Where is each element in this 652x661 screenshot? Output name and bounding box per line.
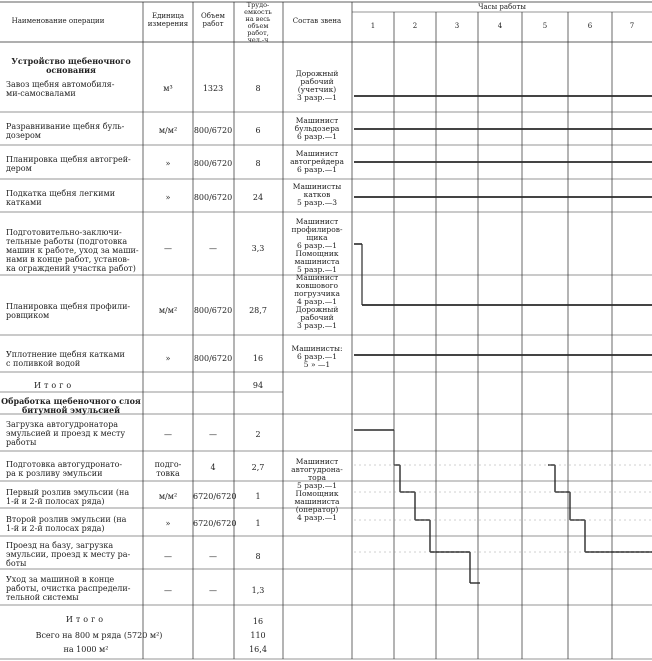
- unit-cell: —: [164, 552, 172, 561]
- hour-label-5: 5: [542, 22, 548, 30]
- section2-title: Обработка щебеночного слоя битумной эмульсией: [1, 396, 141, 415]
- labor-cell: 8: [255, 84, 261, 93]
- labor-cell: 1: [255, 519, 261, 528]
- volume-cell: 800/6720: [193, 126, 233, 135]
- labor-cell: 1,3: [251, 586, 265, 595]
- operation-name: Подкатка щебня легкими катками: [6, 189, 116, 207]
- unit-cell: »: [165, 159, 171, 168]
- unit-cell: »: [165, 354, 171, 363]
- unit-cell: »: [165, 193, 171, 202]
- volume-cell: 800/6720: [193, 354, 233, 363]
- labor-cell: 24: [252, 193, 264, 202]
- header-crew: Состав звена: [292, 17, 342, 25]
- crew-cell: Машинист бульдозера 6 разр.—1: [294, 116, 340, 141]
- crew-cell: Дорожный рабочий (учетчик) 3 разр.—1: [295, 69, 339, 102]
- operation-name: Подготовка автогудронато- ра к розливу эмульсии: [6, 460, 123, 478]
- section2-total-label: Итого: [65, 615, 107, 624]
- operation-name: Уплотнение щебня катками с поливкой водой: [6, 350, 125, 368]
- hour-label-6: 6: [587, 22, 593, 30]
- unit-cell: м/м²: [158, 126, 178, 135]
- labor-cell: 8: [255, 159, 261, 168]
- header-hours: Часы работы: [478, 3, 526, 11]
- labor-cell: 3,3: [251, 244, 265, 253]
- hour-label-7: 7: [629, 22, 635, 30]
- labor-cell: 28,7: [249, 306, 267, 315]
- crew-cell: Машинист профилиров- щика 6 разр.—1 Помощник машиниста 5 разр.—1 Машинист ковшового погрузчика 4 разр.—1 Дорожный рабочий 3 разр.—1: [291, 217, 343, 330]
- operation-name: Уход за машиной в конце работы, очистка распредели- тельной системы: [6, 575, 131, 602]
- section2-total-value: 16: [252, 617, 264, 626]
- hour-label-3: 3: [454, 22, 460, 30]
- labor-cell: 2: [255, 430, 261, 439]
- operation-name: Проезд на базу, загрузка эмульсии, проезд к месту ра- боты: [6, 541, 131, 568]
- grand-total-label: Всего на 800 м ряда (5720 м²): [35, 631, 163, 640]
- section1-total-value: 94: [252, 381, 264, 390]
- volume-cell: —: [209, 244, 217, 253]
- operation-name: Планировка щебня автогрей- дером: [6, 155, 131, 173]
- crew-cell: Машинисты: 6 разр.—1 5 » —1: [291, 344, 343, 369]
- operation-name: Планировка щебня профили- ровщиком: [6, 302, 131, 320]
- hour-label-2: 2: [412, 22, 418, 30]
- operation-name: Завоз щебня автомобиля- ми-самосвалами: [6, 80, 115, 98]
- grand-total-value: 110: [250, 631, 266, 640]
- labor-cell: 6: [255, 126, 261, 135]
- section1-total-label: Итого: [34, 381, 75, 390]
- volume-cell: —: [209, 430, 217, 439]
- header-unit: Единица измерения: [147, 12, 189, 28]
- hour-label-1: 1: [370, 22, 376, 30]
- per-1000-value: 16,4: [249, 645, 267, 654]
- unit-cell: подго- товка: [154, 460, 182, 478]
- volume-cell: 4: [210, 463, 216, 472]
- unit-cell: —: [164, 244, 172, 253]
- volume-cell: 6720/6720: [193, 519, 237, 528]
- labor-cell: 8: [255, 552, 261, 561]
- crew-cell: Машинист автогрейдера 6 разр.—1: [290, 149, 344, 174]
- volume-cell: 6720/6720: [193, 492, 237, 501]
- per-1000-label: на 1000 м²: [63, 645, 109, 654]
- labor-cell: 16: [252, 354, 264, 363]
- volume-cell: 800/6720: [193, 306, 233, 315]
- unit-cell: —: [164, 586, 172, 595]
- volume-cell: 800/6720: [193, 193, 233, 202]
- labor-cell: 2,7: [251, 463, 265, 472]
- labor-cell: 1: [255, 492, 261, 501]
- section1-title: Устройство щебеночного основания: [11, 56, 131, 75]
- crew-cell: Машинист автогудрона- тора 5 разр.—1 Помощник машиниста (оператор) 4 разр.—1: [291, 457, 343, 522]
- unit-cell: »: [165, 519, 171, 528]
- header-operation: Наименование операции: [11, 17, 105, 25]
- operation-name: Второй розлив эмульсии (на 1-й и 2-й полосах ряда): [6, 515, 127, 533]
- hour-label-4: 4: [497, 22, 503, 30]
- volume-cell: 800/6720: [193, 159, 233, 168]
- crew-cell: Машинисты катков 5 разр.—3: [292, 182, 342, 207]
- unit-cell: м/м²: [158, 306, 178, 315]
- volume-cell: 1323: [202, 84, 224, 93]
- operation-name: Загрузка автогудронатора эмульсией и проезд к месту работы: [6, 420, 126, 447]
- volume-cell: —: [209, 552, 217, 561]
- operation-name: Подготовительно-заключи- тельные работы (подготовка машин к работе, уход за маши- нами в конце работ, установ- ка ограждений участка работ): [6, 228, 139, 273]
- volume-cell: —: [209, 586, 217, 595]
- operation-name: Разравнивание щебня буль- дозером: [6, 122, 125, 140]
- operation-name: Первый розлив эмульсии (на 1-й и 2-й полосах ряда): [6, 488, 130, 506]
- unit-cell: м³: [163, 84, 173, 93]
- unit-cell: м/м²: [158, 492, 178, 501]
- header-labor: Трудо- емкость на весь объем работ, чел.-ч: [244, 1, 272, 44]
- unit-cell: —: [164, 430, 172, 439]
- header-volume: Объем работ: [201, 12, 225, 28]
